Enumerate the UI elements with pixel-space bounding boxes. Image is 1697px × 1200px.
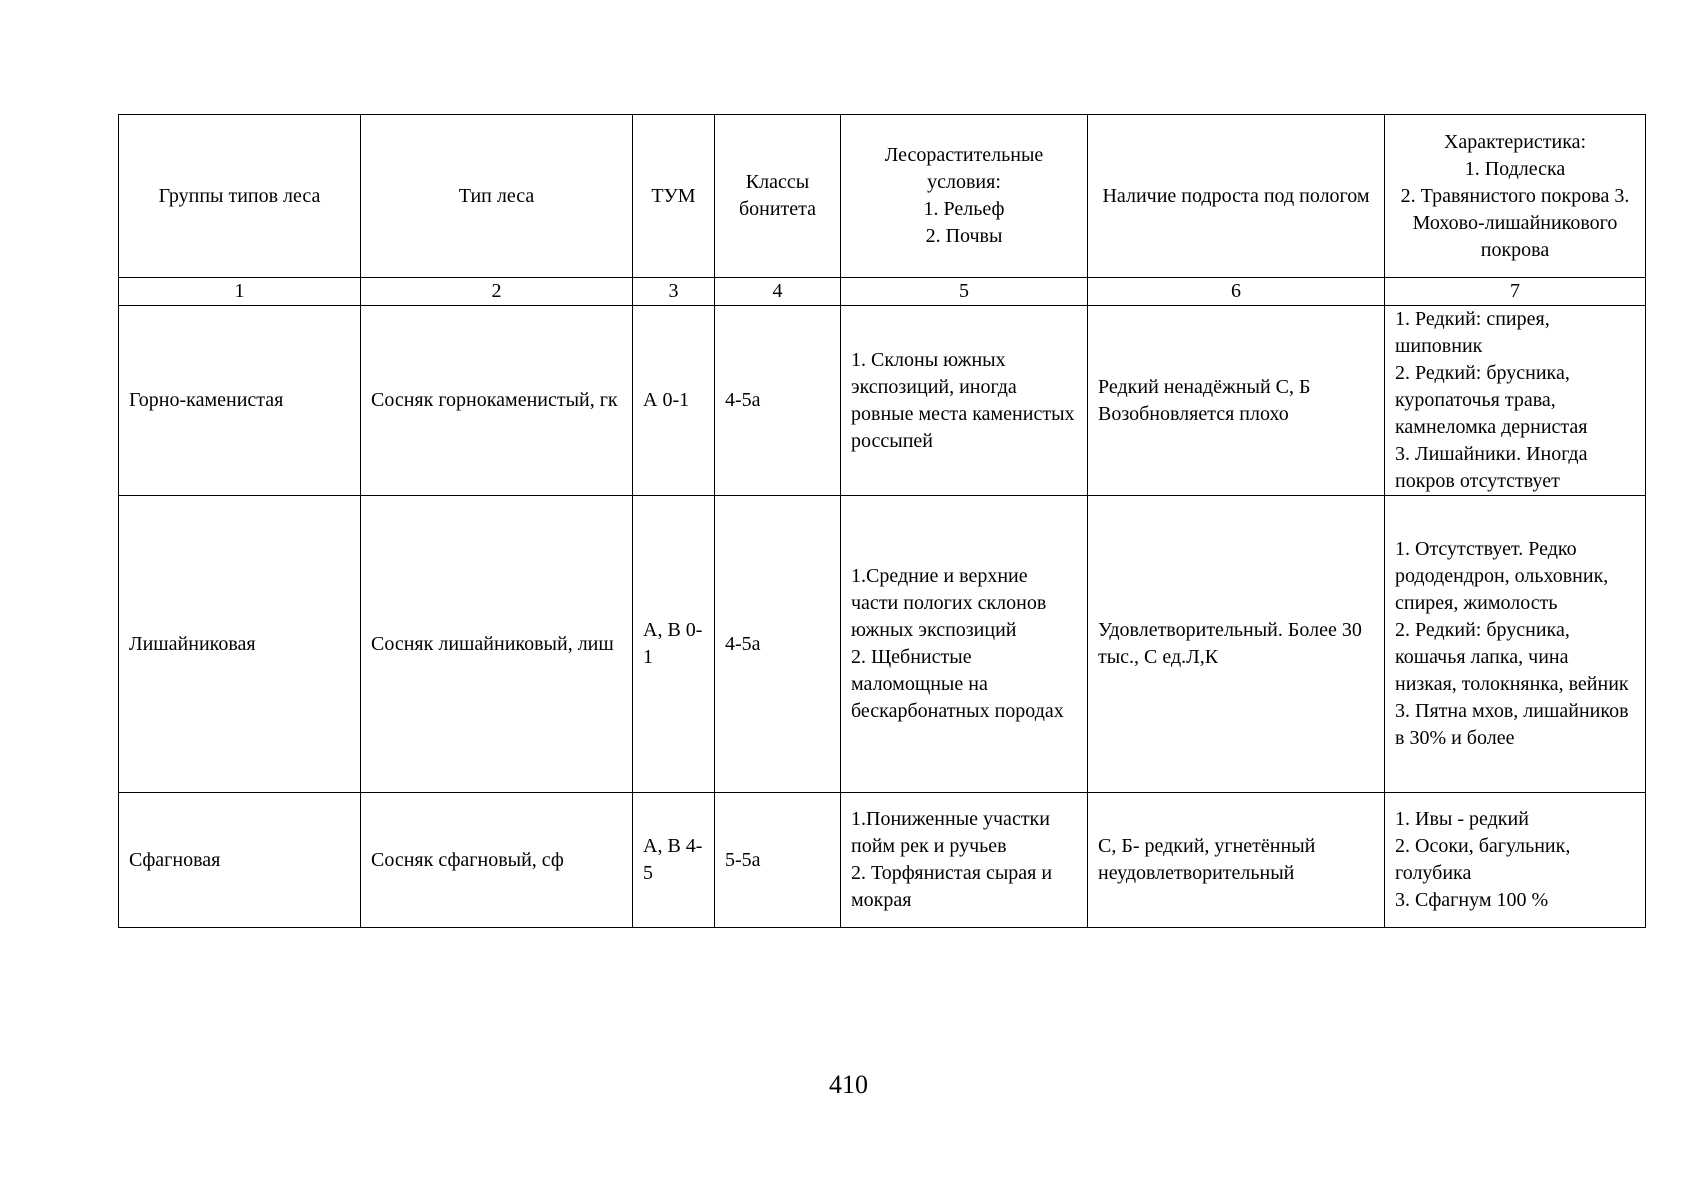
cell-bonitet: 4-5а: [715, 306, 841, 496]
table-header-row: [119, 115, 1646, 278]
table-row: [119, 496, 1646, 793]
column-number-cell: 2: [361, 278, 633, 306]
cell-bonitet: 4-5а: [715, 496, 841, 793]
cell-group: Сфагновая: [119, 793, 361, 928]
column-number-cell: 5: [841, 278, 1088, 306]
cell-group: Горно-каменистая: [119, 306, 361, 496]
cell-type: Сосняк лишайниковый, лиш: [361, 496, 633, 793]
cell-tum: А, В 0-1: [633, 496, 715, 793]
table-row: [119, 306, 1646, 496]
column-number-row: [119, 278, 1646, 306]
column-number-cell: 6: [1088, 278, 1385, 306]
column-number-cell: 1: [119, 278, 361, 306]
header-cell-undergrowth: Наличие подроста под пологом: [1088, 115, 1385, 278]
header-cell-characteristics: Характеристика: 1. Подлеска 2. Травянистого покрова 3. Мохово-лишайникового покрова: [1385, 115, 1646, 278]
cell-characteristics: 1. Отсутствует. Редко рододендрон, ольховник, спирея, жимолость 2. Редкий: брусника, кошачья лапка, чина низкая, толокнянка, вейник 3. Пятна мхов, лишайников в 30% и более: [1385, 496, 1646, 793]
cell-type: Сосняк сфагновый, сф: [361, 793, 633, 928]
cell-bonitet: 5-5а: [715, 793, 841, 928]
column-number-cell: 4: [715, 278, 841, 306]
cell-undergrowth: Редкий ненадёжный С, Б Возобновляется плохо: [1088, 306, 1385, 496]
cell-conditions: 1.Пониженные участки пойм рек и ручьев 2. Торфянистая сырая и мокрая: [841, 793, 1088, 928]
cell-conditions: 1. Склоны южных экспозиций, иногда ровные места каменистых россыпей: [841, 306, 1088, 496]
header-cell-conditions: Лесорастительные условия: 1. Рельеф 2. Почвы: [841, 115, 1088, 278]
cell-undergrowth: Удовлетворительный. Более 30 тыс., С ед.Л,К: [1088, 496, 1385, 793]
cell-characteristics: 1. Редкий: спирея, шиповник 2. Редкий: брусника, куропаточья трава, камнеломка дернистая 3. Лишайники. Иногда покров отсутствует: [1385, 306, 1646, 496]
cell-conditions: 1.Средние и верхние части пологих склонов южных экспозиций 2. Щебнистые маломощные на бескарбонатных породах: [841, 496, 1088, 793]
forest-types-table: [118, 114, 1646, 928]
cell-group: Лишайниковая: [119, 496, 361, 793]
cell-type: Сосняк горнокаменистый, гк: [361, 306, 633, 496]
cell-tum: А 0-1: [633, 306, 715, 496]
page-number: 410: [829, 1070, 868, 1099]
column-number-cell: 3: [633, 278, 715, 306]
cell-tum: А, В 4-5: [633, 793, 715, 928]
table-row: [119, 793, 1646, 928]
header-cell-tum: ТУМ: [633, 115, 715, 278]
header-cell-bonitet: Классы бонитета: [715, 115, 841, 278]
column-number-cell: 7: [1385, 278, 1646, 306]
header-cell-group: Группы типов леса: [119, 115, 361, 278]
cell-undergrowth: С, Б- редкий, угнетённый неудовлетворительный: [1088, 793, 1385, 928]
cell-characteristics: 1. Ивы - редкий 2. Осоки, багульник, голубика 3. Сфагнум 100 %: [1385, 793, 1646, 928]
header-cell-type: Тип леса: [361, 115, 633, 278]
